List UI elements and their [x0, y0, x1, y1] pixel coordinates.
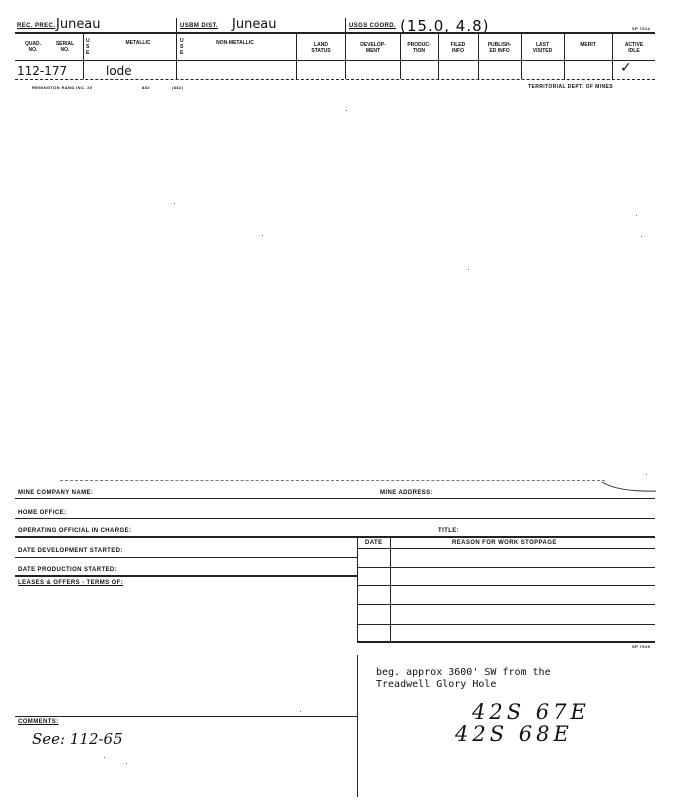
- scan-speck: [104, 757, 105, 758]
- header-rule: [15, 32, 655, 34]
- printer-credit: REMINGTON RAND INC. 20: [32, 85, 93, 90]
- card-corner-curve: [600, 476, 658, 494]
- col-land-status: LAND STATUS: [311, 42, 331, 54]
- code-b: (882): [172, 85, 184, 90]
- reason-col-header: REASON FOR WORK STOPPAGE: [452, 540, 557, 546]
- scan-speck: [174, 203, 175, 204]
- record-rule: [15, 79, 655, 80]
- date-col-header: DATE: [365, 540, 383, 546]
- col-last-visited: LAST VISITED: [532, 42, 553, 54]
- usbm-dist-label: USBM DIST.: [180, 23, 219, 29]
- date-dev-started-label: DATE DEVELOPMENT STARTED:: [18, 548, 123, 554]
- col-production: PRODUC- TION: [407, 42, 431, 54]
- title-label: TITLE:: [438, 528, 460, 534]
- handwritten-coord-1: 42S 67E: [472, 700, 590, 724]
- leases-offers-label: LEASES & OFFERS - TERMS OF:: [18, 580, 124, 586]
- col-quad-no: QUAD. NO.: [24, 41, 42, 53]
- scan-speck: [468, 269, 469, 270]
- col-active-idle: ACTIVE IDLE: [624, 42, 644, 54]
- column-rule: [15, 60, 655, 61]
- mine-address-label: MINE ADDRESS:: [380, 490, 433, 496]
- col-serial-no: SERIAL NO.: [55, 41, 75, 53]
- operating-official-label: OPERATING OFFICIAL IN CHARGE:: [18, 528, 132, 534]
- date-prod-started-label: DATE PRODUCTION STARTED:: [18, 567, 118, 573]
- comments-label: COMMENTS:: [18, 719, 59, 725]
- form-number-2: SP 7915: [632, 644, 651, 649]
- rec-prec-value: Juneau: [56, 17, 101, 32]
- code-a: 882: [142, 85, 150, 90]
- col-metallic: METALLIC: [125, 40, 151, 46]
- scan-speck: [636, 215, 637, 216]
- col-merit: MERIT: [580, 42, 596, 48]
- scan-speck: [300, 711, 301, 712]
- scan-speck: [346, 110, 347, 111]
- scan-speck: [641, 236, 642, 237]
- home-office-label: HOME OFFICE:: [18, 510, 67, 516]
- handwritten-coord-2: 42S 68E: [455, 722, 573, 746]
- usbm-dist-value: Juneau: [232, 17, 277, 32]
- dept-credit: TERRITORIAL DEPT. OF MINES: [528, 84, 613, 90]
- form-number: SP 7914: [632, 26, 651, 31]
- col-use-2: U S E: [180, 38, 184, 56]
- scan-speck: [646, 474, 647, 475]
- col-use-1: U S E: [86, 38, 90, 56]
- record-metallic: lode: [106, 64, 132, 78]
- rec-prec-label: REC. PREC.: [17, 23, 56, 29]
- typed-note-line-1: beg. approx 3600' SW from the: [376, 667, 551, 678]
- scan-speck: [262, 235, 263, 236]
- card-edge: [60, 480, 605, 481]
- record-quad-serial: 112-177: [17, 64, 68, 78]
- col-non-metallic: NON-METALLIC: [216, 40, 254, 46]
- col-development: DEVELOP- MENT: [360, 42, 386, 54]
- scan-speck: [126, 763, 127, 764]
- col-published-info: PUBLISH- ED INFO: [487, 42, 512, 54]
- usgs-coord-value: (15.0, 4.8): [400, 17, 490, 35]
- usgs-coord-label: USGS COORD.: [349, 23, 397, 29]
- mine-company-name-label: MINE COMPANY NAME:: [18, 490, 94, 496]
- record-active-idle-mark: ✓: [620, 60, 632, 76]
- typed-note-line-2: Treadwell Glory Hole: [376, 679, 497, 690]
- comments-handwritten: See: 112-65: [32, 730, 123, 748]
- typed-note: [376, 667, 551, 691]
- col-filed-info: FILED INFO: [450, 42, 466, 54]
